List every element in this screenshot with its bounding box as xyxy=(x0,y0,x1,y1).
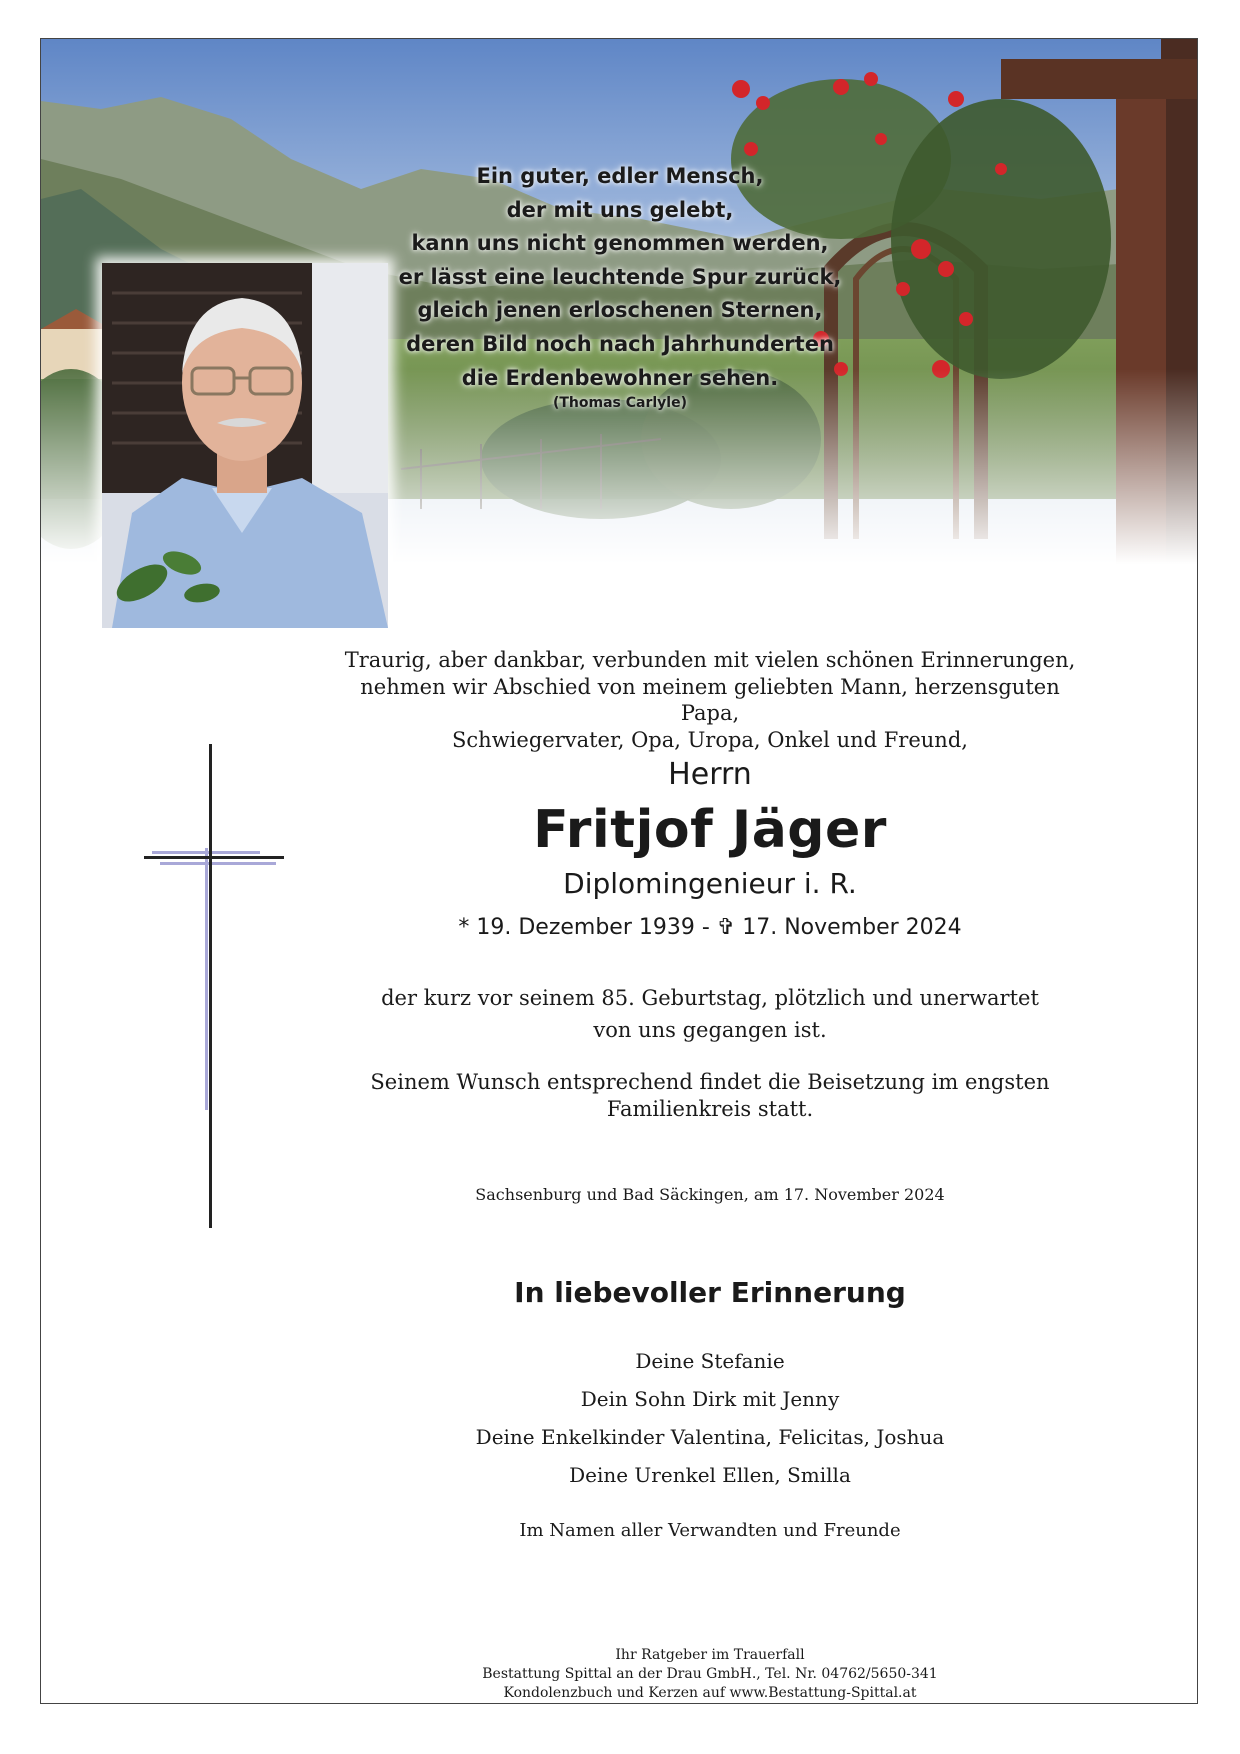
footer-line: Bestattung Spittal an der Drau GmbH., Tel. Nr. 04762/5650-341 xyxy=(482,1666,938,1682)
footer-line: Ihr Ratgeber im Trauerfall xyxy=(615,1647,805,1663)
on-behalf-text: Im Namen aller Verwandten und Freunde xyxy=(519,1520,901,1541)
poem-line: Ein guter, edler Mensch, xyxy=(476,164,764,188)
portrait-photo xyxy=(102,263,388,628)
poem-line: deren Bild noch nach Jahrhunderten xyxy=(406,331,834,356)
intro-line: nehmen wir Abschied von meinem geliebten Mann, herzensguten Papa, xyxy=(360,674,1060,725)
burial-text xyxy=(360,1069,1060,1122)
cross-horizontal-bar xyxy=(144,856,284,859)
poem-line: er lässt eine leuchtende Spur zurück, xyxy=(398,264,842,289)
cross-vertical-bar xyxy=(209,744,212,1228)
mourners-list xyxy=(420,1342,1000,1494)
poem-line: kann uns nicht genommen werden, xyxy=(411,231,829,256)
poem xyxy=(380,160,860,413)
cross-shadow-horizontal xyxy=(160,862,276,865)
poem-line: der mit uns gelebt, xyxy=(506,197,734,222)
burial-line: Seinem Wunsch entsprechend findet die Beisetzung im engsten xyxy=(370,1070,1050,1094)
footer-line: Kondolenzbuch und Kerzen auf www.Bestattung-Spittal.at xyxy=(503,1685,917,1701)
intro-text xyxy=(340,647,1080,753)
intro-line: Schwiegervater, Opa, Uropa, Onkel und Freund, xyxy=(452,727,968,752)
life-dates: * 19. Dezember 1939 - ✞ 17. November 2024 xyxy=(458,915,962,940)
mourner-item: Deine Stefanie xyxy=(635,1349,785,1373)
place-date: Sachsenburg und Bad Säckingen, am 17. November 2024 xyxy=(475,1185,945,1204)
mourner-item: Deine Urenkel Ellen, Smilla xyxy=(569,1463,851,1487)
mourner-item: Dein Sohn Dirk mit Jenny xyxy=(580,1387,840,1411)
passing-text: der kurz vor seinem 85. Geburtstag, plötzlich und unerwartet von uns gegangen ist. xyxy=(381,986,1039,1042)
deceased-name: Fritjof Jäger xyxy=(533,800,887,860)
poem-line: gleich jenen erloschenen Sternen, xyxy=(417,298,823,323)
cross-shadow-vertical xyxy=(205,848,208,1110)
mourner-item: Deine Enkelkinder Valentina, Felicitas, Joshua xyxy=(475,1425,945,1449)
memory-heading: In liebevoller Erinnerung xyxy=(514,1276,906,1309)
burial-line: Familienkreis statt. xyxy=(606,1096,814,1121)
intro-line: Traurig, aber dankbar, verbunden mit vielen schönen Erinnerungen, xyxy=(344,648,1076,672)
poem-line: die Erdenbewohner sehen. xyxy=(461,365,779,390)
deceased-title: Diplomingenieur i. R. xyxy=(563,867,857,900)
funeral-home-footer xyxy=(390,1646,1030,1703)
cross-shadow-horizontal xyxy=(152,851,260,854)
salutation: Herrn xyxy=(668,757,752,792)
poem-author: (Thomas Carlyle) xyxy=(552,395,688,412)
